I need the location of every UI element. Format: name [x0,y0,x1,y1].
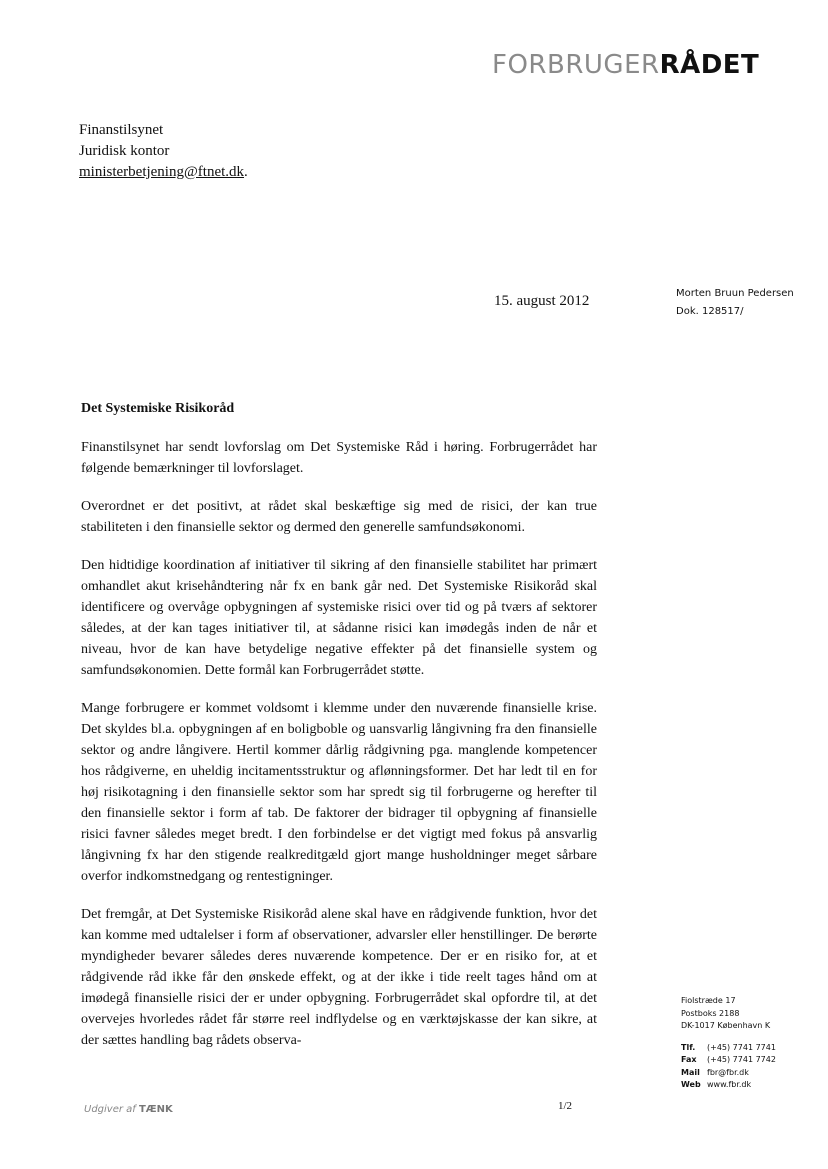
contact-web [681,1079,776,1092]
letter-date: 15. august 2012 [494,293,590,309]
recipient-email-link[interactable]: ministerbetjening@ftnet.dk [79,164,245,180]
logo-light-text: FORBRUGER [492,50,660,80]
address-pobox: Postboks 2188 [681,1008,740,1018]
contact-fax [681,1054,776,1067]
paragraph-3: Den hidtidige koordination af initiativer til sikring af den finansielle stabilitet har primært omhandlet akut krisehåndtering når fx en bank går ned. Det Systemiske Risikoråd skal identificere og overvåge opbygningen af systemiske risici over tid og på tværs af sektorer således, at der kan tages initiativer til, at sådanne risici kan imødegås inden de når et niveau, hvor de kan have betydelige negative effekter på det finansielle system og samfundsøkonomien. Dette formål kan Forbrugerrådet støtte. [81,558,597,678]
contact-phone [681,1042,776,1055]
paragraph-1: Finanstilsynet har sendt lovforslag om Det Systemiske Råd i høring. Forbrugerrådet har følgende bemærkninger til lovforslaget. [81,440,597,476]
contact-block [681,995,776,1092]
recipient-dept: Juridisk kontor [79,143,170,159]
letter-heading: Det Systemiske Risikoråd [81,401,235,416]
contact-phone-label: Tlf. [681,1042,696,1052]
sender-block [676,285,794,321]
recipient-org: Finanstilsynet [79,122,164,138]
sender-name: Morten Bruun Pedersen [676,288,794,299]
recipient-email-suffix: . [244,164,248,180]
address-city: DK-1017 København K [681,1021,771,1030]
publisher-note [84,1104,173,1115]
recipient-email-line [79,162,248,183]
publisher-prefix: Udgiver af [84,1104,139,1115]
paragraph-5: Det fremgår, at Det Systemiske Risikoråd alene skal have en rådgivende funktion, hvor det kan komme med udtalelser i form af observationer, advarsler eller henstillinger. De berørte myndigheder bevarer således deres nuværende kompetence. Der er en risiko for, at et rådgivende råd ikke får den ønskede effekt, og at der ikke i tide reelt tages hånd om at imødegå finansielle risici der er under opbygning. Forbrugerrådet skal opfordre til, at det overvejes hvorledes rådet får større reel indflydelse og en værktøjskasse der kan sikre, at der sættes handling bag rådets observa- [81,907,597,1048]
contact-fax-label: Fax [681,1055,697,1064]
contact-fax-value: (+45) 7741 7742 [707,1055,776,1064]
contact-web-label: Web [681,1080,701,1089]
contact-mail-label: Mail [681,1067,700,1077]
logo-bold-text: RÅDET [659,50,760,80]
letter-body [81,398,597,1068]
document-number: Dok. 128517/ [676,306,744,317]
address-street: Fiolstræde 17 [681,996,736,1005]
contact-web-value[interactable]: www.fbr.dk [707,1080,752,1089]
recipient-block [79,120,248,183]
contact-phone-value: (+45) 7741 7741 [707,1042,776,1052]
taenk-logo: TÆNK [138,1104,173,1115]
paragraph-4: Mange forbrugere er kommet voldsomt i klemme under den nuværende finansielle krise. Det skyldes bl.a. opbygningen af en boligboble og uansvarlig långivning fra den finansielle sektor og andre långivere. Hertil kommer dårlig rådgivning pga. manglende kompetencer hos rådgiverne, en uheldig incitamentsstruktur og aflønningsformer. Det har ledt til en for høj risikotagning i den finansielle sektor som har spredt sig til forbrugerne og herefter til den finansielle sektor i form af tab. De faktorer der bidrager til opbygning af finansielle risici favner således meget bredt. I den forbindelse er det vigtigt med fokus på ansvarlig långivning fx har den stigende realkreditgæld gjort mange husholdninger meget sårbare overfor indkomstnedgang og rentestigninger. [81,701,597,884]
page-number: 1/2 [558,1100,573,1112]
forbrugerraadet-logo [492,50,759,80]
contact-mail-value[interactable]: fbr@fbr.dk [707,1067,749,1077]
contact-mail [681,1067,776,1080]
paragraph-2: Overordnet er det positivt, at rådet skal beskæftige sig med de risici, der kan true stabiliteten i den finansielle sektor og dermed den generelle samfundsøkonomi. [81,499,597,535]
